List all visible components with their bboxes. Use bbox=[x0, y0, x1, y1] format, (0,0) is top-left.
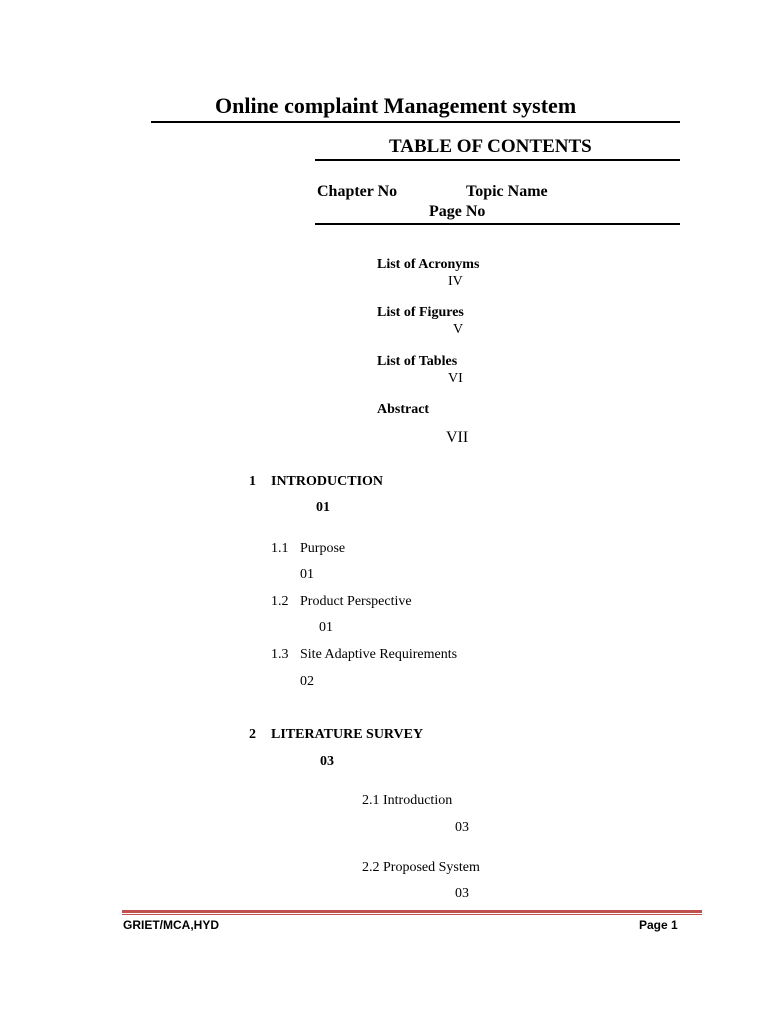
section-title: Product Perspective bbox=[300, 594, 412, 609]
section-number: 1.3 bbox=[271, 647, 289, 662]
title-rule bbox=[151, 121, 680, 123]
front-matter-page: IV bbox=[448, 274, 463, 289]
footer-rule-thin bbox=[122, 914, 702, 915]
header-rule bbox=[315, 223, 680, 225]
header-topic-name: Topic Name bbox=[466, 183, 548, 200]
header-chapter-no: Chapter No bbox=[317, 183, 398, 200]
front-matter-label: List of Acronyms bbox=[377, 257, 480, 272]
front-matter-label: Abstract bbox=[377, 402, 430, 417]
section-page: 01 bbox=[319, 620, 333, 635]
section-title: 2.2 Proposed System bbox=[362, 860, 480, 875]
section-title: Purpose bbox=[300, 541, 346, 556]
section-title: Site Adaptive Requirements bbox=[300, 647, 458, 662]
section-number: 1.2 bbox=[271, 594, 289, 609]
section-page: 02 bbox=[300, 674, 314, 689]
toc-title: TABLE OF CONTENTS bbox=[389, 136, 592, 157]
chapter-number: 1 bbox=[249, 474, 256, 489]
footer-left: GRIET/MCA,HYD bbox=[123, 918, 219, 932]
front-matter-page: VII bbox=[446, 429, 469, 446]
section-title: 2.1 Introduction bbox=[362, 793, 453, 808]
section-page: 03 bbox=[455, 820, 469, 835]
chapter-page: 01 bbox=[316, 500, 330, 515]
front-matter-label: List of Tables bbox=[377, 354, 458, 369]
footer-rule-accent bbox=[122, 910, 702, 913]
header-page-no: Page No bbox=[429, 203, 486, 220]
chapter-title: INTRODUCTION bbox=[271, 474, 384, 489]
chapter-title: LITERATURE SURVEY bbox=[271, 727, 424, 742]
toc-title-rule bbox=[315, 159, 680, 161]
section-page: 03 bbox=[455, 886, 469, 901]
section-page: 01 bbox=[300, 567, 314, 582]
footer-page-number: Page 1 bbox=[639, 918, 678, 932]
section-number: 1.1 bbox=[271, 541, 289, 556]
front-matter-page: VI bbox=[448, 371, 463, 386]
chapter-page: 03 bbox=[320, 754, 334, 769]
front-matter-label: List of Figures bbox=[377, 305, 464, 320]
chapter-number: 2 bbox=[249, 727, 256, 742]
document-title: Online complaint Management system bbox=[215, 93, 577, 118]
front-matter-page: V bbox=[453, 322, 464, 337]
